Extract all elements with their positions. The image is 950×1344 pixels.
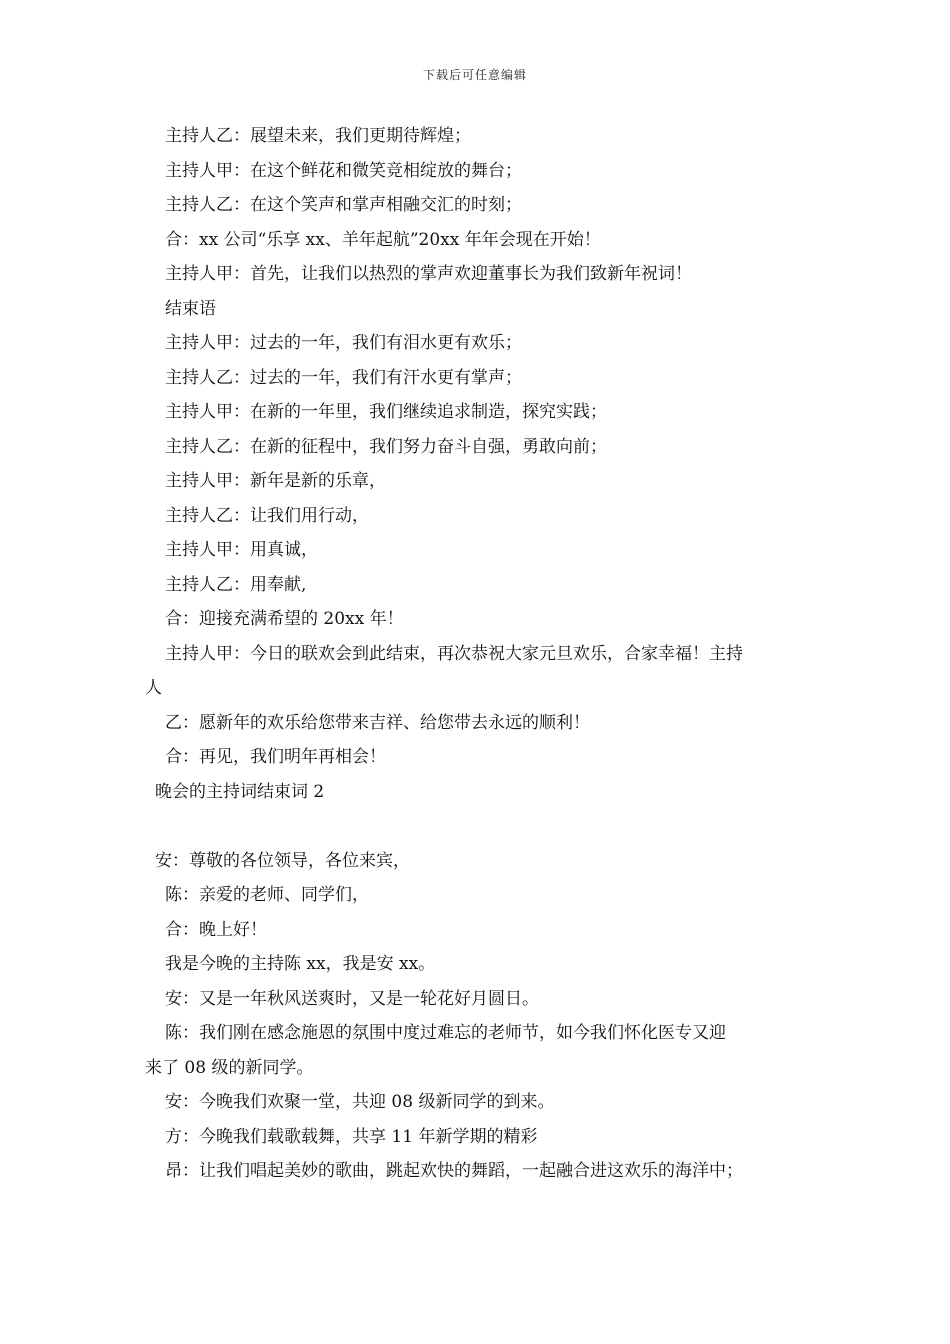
text-line: 合：晚上好！ [165, 919, 267, 940]
text-line: 主持人乙：过去的一年，我们有汗水更有掌声； [165, 367, 522, 388]
text-line-continuation: 来了 08 级的新同学。 [145, 1057, 314, 1078]
text-line: 合：xx 公司“乐享 xx、羊年起航”20xx 年年会现在开始！ [165, 229, 601, 250]
text-line: 主持人甲：用真诚， [165, 540, 318, 560]
text-line: 合：再见，我们明年再相会！ [165, 747, 386, 767]
blank-line [145, 809, 815, 844]
text-line: 陈：我们刚在感念施恩的氛围中度过难忘的老师节，如今我们怀化医专又迎 [165, 1023, 726, 1043]
text-line: 主持人甲：在这个鲜花和微笑竞相绽放的舞台； [165, 160, 522, 181]
text-line: 主持人甲：首先，让我们以热烈的掌声欢迎董事长为我们致新年祝词！ [165, 264, 692, 284]
text-line: 方：今晚我们载歌载舞，共享 11 年新学期的精彩 [165, 1126, 538, 1147]
text-line: 乙：愿新年的欢乐给您带来吉祥、给您带去永远的顺利！ [165, 712, 590, 733]
text-line: 主持人乙：展望未来，我们更期待辉煌； [165, 126, 471, 146]
text-line: 安：尊敬的各位领导，各位来宾， [155, 850, 410, 871]
text-line: 安：又是一年秋风送爽时，又是一轮花好月圆日。 [165, 988, 539, 1009]
text-line: 主持人甲：过去的一年，我们有泪水更有欢乐； [165, 333, 522, 353]
text-line: 主持人乙：用奉献, [165, 574, 307, 595]
text-line: 安：今晚我们欢聚一堂，共迎 08 级新同学的到来。 [165, 1092, 555, 1112]
text-line: 主持人甲：在新的一年里，我们继续追求制造，探究实践； [165, 402, 607, 422]
text-line: 主持人乙：让我们用行动， [165, 505, 369, 526]
text-line-continuation: 人 [145, 678, 162, 698]
text-line: 主持人甲：今日的联欢会到此结束，再次恭祝大家元旦欢乐，合家幸福！主持 [165, 643, 743, 664]
text-line: 主持人乙：在这个笑声和掌声相融交汇的时刻； [165, 195, 522, 215]
text-line: 主持人甲：新年是新的乐章， [165, 471, 386, 491]
page-header: 下载后可任意编辑 [422, 68, 527, 82]
text-line: 昂：让我们唱起美妙的歌曲，跳起欢快的舞蹈，一起融合进这欢乐的海洋中； [165, 1161, 743, 1181]
text-line: 陈：亲爱的老师、同学们， [165, 885, 369, 905]
section-heading: 结束语 [165, 298, 216, 319]
text-line: 我是今晚的主持陈 xx，我是安 xx。 [165, 954, 436, 974]
text-line: 主持人乙：在新的征程中，我们努力奋斗自强，勇敢向前； [165, 436, 607, 457]
text-line: 合：迎接充满希望的 20xx 年！ [165, 609, 404, 629]
document-body [145, 119, 815, 1189]
section-heading: 晚会的主持词结束词 2 [155, 781, 325, 802]
